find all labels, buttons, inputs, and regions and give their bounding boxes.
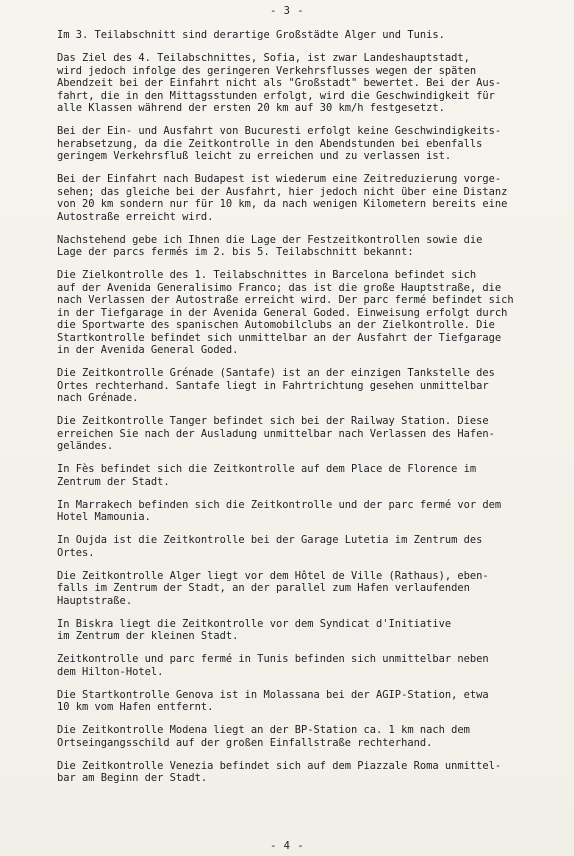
paragraph-14: Zeitkontrolle und parc fermé in Tunis befinden sich unmittelbar neben dem Hilton-Hotel. bbox=[57, 653, 489, 678]
paragraph-13: In Biskra liegt die Zeitkontrolle vor dem Syndicat d'Initiative im Zentrum der kleinen Stadt. bbox=[57, 617, 452, 642]
paragraph-4: Bei der Einfahrt nach Budapest ist wiederum eine Zeitreduzierung vorge- sehen; das gleiche bei der Ausfahrt, hier jedoch nicht über eine Distanz von 20 km sondern nur für 10 km, da nach wenigen Kilometern bereits eine Autostraße erreicht wird. bbox=[57, 173, 508, 223]
paragraph-3: Bei der Ein- und Ausfahrt von Bucuresti erfolgt keine Geschwindigkeits- herabsetzung, da die Zeitkontrolle in den Abendstunden bei ebenfalls geringem Verkehrsfluß leicht zu erreichen und zu verlassen ist. bbox=[57, 125, 502, 162]
paragraph-10: In Marrakech befinden sich die Zeitkontrolle und der parc fermé vor dem Hotel Mamounia. bbox=[57, 498, 502, 523]
paragraph-7: Die Zeitkontrolle Grénade (Santafe) ist an der einzigen Tankstelle des Ortes rechterhand. Santafe liegt in Fahrtrichtung gesehen unmittelbar nach Grénade. bbox=[57, 367, 495, 404]
paragraph-8: Die Zeitkontrolle Tanger befindet sich bei der Railway Station. Diese erreichen Sie nach der Ausladung unmittelbar nach Verlassen des Hafen- geländes. bbox=[57, 415, 495, 452]
page-number-bottom: - 4 - bbox=[269, 840, 305, 852]
paragraph-11: In Oujda ist die Zeitkontrolle bei der Garage Lutetia im Zentrum des Ortes. bbox=[57, 534, 483, 559]
paragraph-6: Die Zielkontrolle des 1. Teilabschnittes in Barcelona befindet sich auf der Avenida Generalisimo Franco; das ist die große Hauptstraße, die nach Verlassen der Autostraße erreicht wird. Der parc fermé befindet sich in der Tiefgarage in der Avenida General Goded. Einweisung erfolgt durch die Sportwarte des spanischen Automobilclubs an der Zielkontrolle. Die Startkontrolle befindet sich unmittelbar an der Ausfahrt der Tiefgarage in der Avenida General Goded. bbox=[57, 269, 514, 356]
paragraph-17: Die Zeitkontrolle Venezia befindet sich auf dem Piazzale Roma unmittel- bar am Beginn der Stadt. bbox=[57, 759, 502, 784]
paragraph-16: Die Zeitkontrolle Modena liegt an der BP-Station ca. 1 km nach dem Ortseingangsschild auf der großen Einfallstraße rechterhand. bbox=[57, 724, 470, 749]
paragraph-5: Nachstehend gebe ich Ihnen die Lage der Festzeitkontrollen sowie die Lage der parcs fermés im 2. bis 5. Teilabschnitt bekannt: bbox=[57, 233, 483, 258]
body-text bbox=[57, 29, 557, 795]
page-number-top: - 3 - bbox=[269, 5, 305, 17]
paragraph-2: Das Ziel des 4. Teilabschnittes, Sofia, ist zwar Landeshauptstadt, wird jedoch infolge des geringeren Verkehrsflusses wegen der späten Abendzeit bei der Einfahrt nicht als "Großstadt" bewertet. Bei der Aus- fahrt, die in den Mittagsstunden erfolgt, wird die Geschwindigkeit für alle Klassen während der ersten 20 km auf 30 km/h festgesetzt. bbox=[57, 52, 502, 114]
paragraph-9: In Fès befindet sich die Zeitkontrolle auf dem Place de Florence im Zentrum der Stadt. bbox=[57, 463, 477, 488]
paragraph-1: Im 3. Teilabschnitt sind derartige Großstädte Alger und Tunis. bbox=[57, 29, 445, 41]
paragraph-12: Die Zeitkontrolle Alger liegt vor dem Hôtel de Ville (Rathaus), eben- falls im Zentrum der Stadt, an der parallel zum Hafen verlaufenden Hauptstraße. bbox=[57, 569, 489, 607]
paragraph-15: Die Startkontrolle Genova ist in Molassana bei der AGIP-Station, etwa 10 km vom Hafen entfernt. bbox=[57, 688, 489, 713]
